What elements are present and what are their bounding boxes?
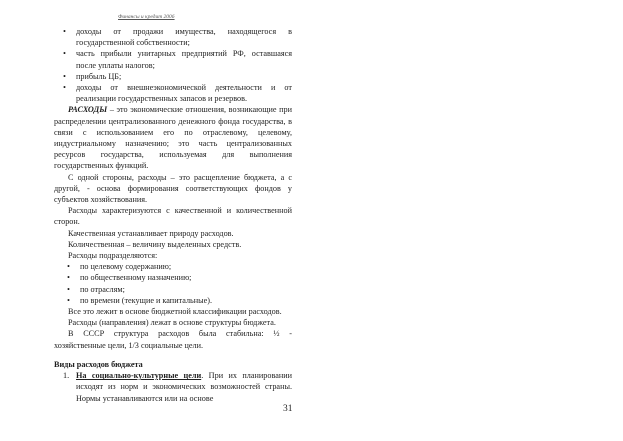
section-heading: Виды расходов бюджета	[54, 359, 143, 369]
definition-text: – это экономические отношения, возникающие при распределении централизованного денежного фонда государства, в связи с использованием его по отраслевому, целевому, индустриальному назначению; это часть централизованных ресурсов государства, используемая для выполнения государственных функций.	[54, 105, 292, 171]
income-list	[54, 26, 292, 104]
list-item: • часть прибыли унитарных предприятий РФ, оставшаяся после уплаты налогов;	[76, 48, 292, 70]
page-content	[54, 26, 292, 404]
paragraph-classification: Все это лежит в основе бюджетной классификации расходов.	[68, 307, 282, 317]
item-text: . При их планировании исходят из норм и экономических возможностей страны. Нормы устанавливаются или на основе	[76, 371, 293, 403]
list-item: • прибыль ЦБ;	[76, 71, 292, 82]
page-number: 31	[283, 404, 293, 414]
paragraph-subdivided: Расходы подразделяются:	[68, 251, 158, 261]
paragraph-qualitative: Качественная устанавливает природу расходов.	[68, 228, 234, 238]
list-item: • по отраслям;	[80, 284, 292, 295]
list-item: • по целевому содержанию;	[80, 261, 292, 272]
defined-term: РАСХОДЫ	[68, 105, 108, 115]
paragraph-ussr: В СССР структура расходов была стабильна: ½ - хозяйственные цели, 1/3 социальные цели.	[54, 329, 292, 350]
subdivision-list	[54, 261, 292, 306]
list-item	[63, 370, 293, 404]
list-item: • по времени (текущие и капитальные).	[80, 295, 292, 306]
definition-paragraph	[54, 104, 292, 171]
paragraph-characterized: Расходы характеризуются с качественной и количественной сторон.	[54, 206, 292, 227]
item-number: 1.	[63, 371, 70, 381]
paragraph-structure: Расходы (направления) лежат в основе структуры бюджета.	[68, 318, 276, 328]
list-item: • по общественному назначению;	[80, 272, 292, 283]
item-title: На социально-культурные цели	[76, 371, 202, 381]
list-item: • доходы от внешнеэкономической деятельности и от реализации государственных запасов и резервов.	[76, 82, 292, 104]
paragraph-quantitative: Количественная – величину выделенных средств.	[68, 239, 242, 249]
running-header: Финансы и кредит 2006	[118, 14, 175, 20]
expense-types-list	[54, 370, 292, 404]
paragraph-other-side: С одной стороны, расходы – это расщепление бюджета, а с другой, - основа формирования соответствующих фондов у субъектов хозяйствования.	[54, 172, 292, 205]
list-item: • доходы от продажи имущества, находящегося в государственной собственности;	[76, 26, 292, 48]
